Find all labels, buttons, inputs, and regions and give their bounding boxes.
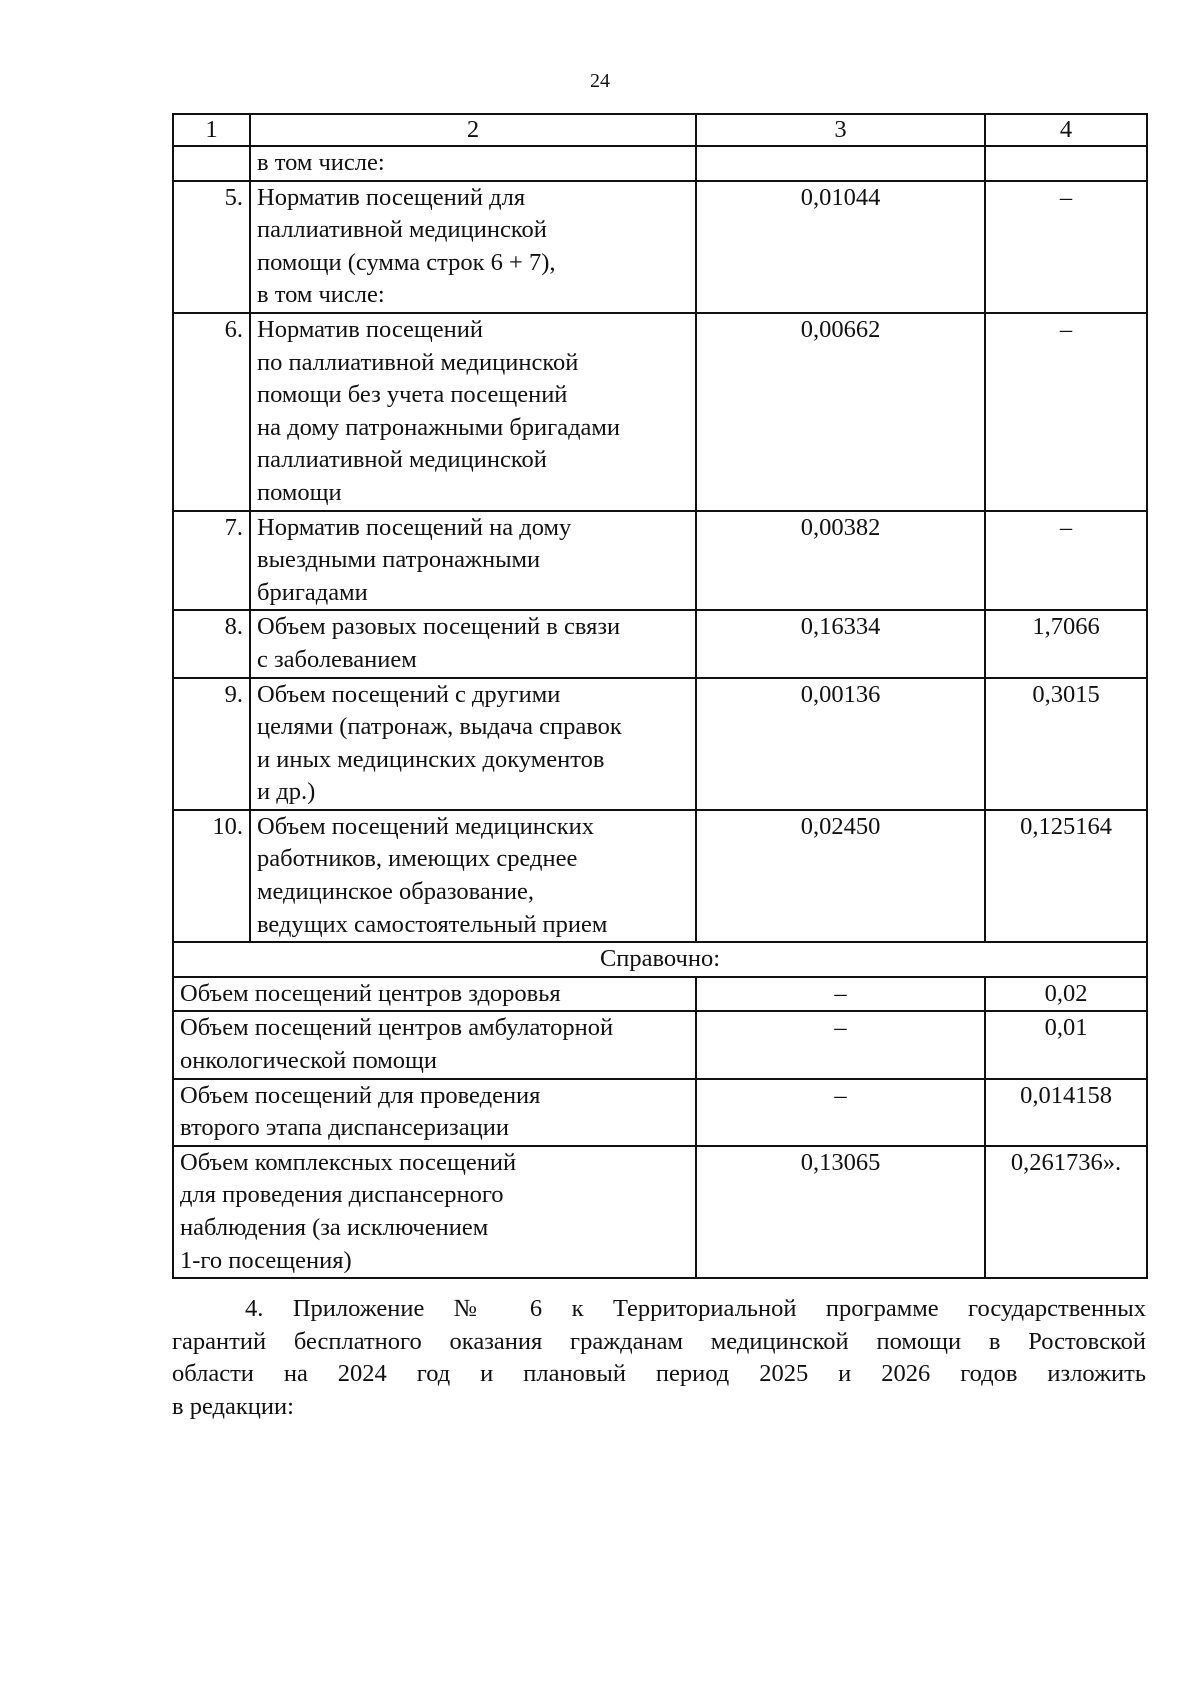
table-row [173, 678, 1147, 810]
header-cell-3: 3 [696, 114, 985, 146]
row-number: 5. [173, 181, 250, 313]
reference-title-row [173, 942, 1147, 977]
row-description: Норматив посещений для паллиативной медицинской помощи (сумма строк 6 + 7), в том числе: [250, 181, 696, 313]
row-value-col4: 0,125164 [985, 810, 1147, 942]
reference-value-col4: 0,014158 [985, 1079, 1147, 1146]
paragraph-line: в редакции: [172, 1392, 294, 1420]
reference-value-col3: – [696, 977, 985, 1012]
reference-value-col3: – [696, 1079, 985, 1146]
row-description: в том числе: [250, 146, 696, 181]
paragraph-line: области на 2024 год и плановый период 2025 и 2026 годов изложить [172, 1360, 1146, 1388]
row-value-col4: – [985, 313, 1147, 511]
paragraph-line: гарантий бесплатного оказания гражданам медицинской помощи в Ростовской [172, 1327, 1146, 1355]
row-number: 10. [173, 810, 250, 942]
row-value-col3: 0,00662 [696, 313, 985, 511]
header-cell-1: 1 [173, 114, 250, 146]
row-number: 7. [173, 511, 250, 611]
reference-value-col4: 0,01 [985, 1011, 1147, 1078]
amendment-paragraph [172, 1293, 1146, 1423]
row-value-col3: 0,00382 [696, 511, 985, 611]
table-row [173, 313, 1147, 511]
reference-row [173, 1079, 1147, 1146]
table-row [173, 146, 1147, 181]
table-row [173, 810, 1147, 942]
reference-description: Объем посещений центров амбулаторной онкологической помощи [173, 1011, 696, 1078]
row-value-col3: 0,00136 [696, 678, 985, 810]
row-value-col3: 0,01044 [696, 181, 985, 313]
row-description: Объем посещений медицинских работников, имеющих среднее медицинское образование, ведущих самостоятельный прием [250, 810, 696, 942]
reference-row [173, 1011, 1147, 1078]
table-header-row [173, 114, 1147, 146]
row-description: Норматив посещений по паллиативной медицинской помощи без учета посещений на дому патронажными бригадами паллиативной медицинской помощи [250, 313, 696, 511]
row-value-col3: 0,02450 [696, 810, 985, 942]
reference-value-col4: 0,261736». [985, 1146, 1147, 1278]
page-number: 24 [590, 70, 610, 92]
row-value-col4: 1,7066 [985, 610, 1147, 677]
reference-description: Объем посещений центров здоровья [173, 977, 696, 1012]
row-value-col3 [696, 146, 985, 181]
reference-value-col4: 0,02 [985, 977, 1147, 1012]
table-row [173, 511, 1147, 611]
row-description: Объем разовых посещений в связи с заболеванием [250, 610, 696, 677]
row-number: 8. [173, 610, 250, 677]
row-number [173, 146, 250, 181]
row-value-col4: – [985, 511, 1147, 611]
row-value-col4: – [985, 181, 1147, 313]
row-description: Норматив посещений на дому выездными патронажными бригадами [250, 511, 696, 611]
norms-table [172, 113, 1148, 1279]
row-number: 9. [173, 678, 250, 810]
paragraph-line: 4. Приложение № 6 к Территориальной программе государственных [245, 1295, 1146, 1322]
row-description: Объем посещений с другими целями (патронаж, выдача справок и иных медицинских документов и др.) [250, 678, 696, 810]
row-value-col4: 0,3015 [985, 678, 1147, 810]
reference-title: Справочно: [173, 942, 1147, 977]
header-cell-4: 4 [985, 114, 1147, 146]
reference-row [173, 977, 1147, 1012]
reference-description: Объем комплексных посещений для проведения диспансерного наблюдения (за исключением 1-го посещения) [173, 1146, 696, 1278]
table-row [173, 610, 1147, 677]
header-cell-2: 2 [250, 114, 696, 146]
table-row [173, 181, 1147, 313]
row-value-col3: 0,16334 [696, 610, 985, 677]
reference-row [173, 1146, 1147, 1278]
reference-description: Объем посещений для проведения второго этапа диспансеризации [173, 1079, 696, 1146]
reference-value-col3: 0,13065 [696, 1146, 985, 1278]
row-number: 6. [173, 313, 250, 511]
row-value-col4 [985, 146, 1147, 181]
reference-value-col3: – [696, 1011, 985, 1078]
